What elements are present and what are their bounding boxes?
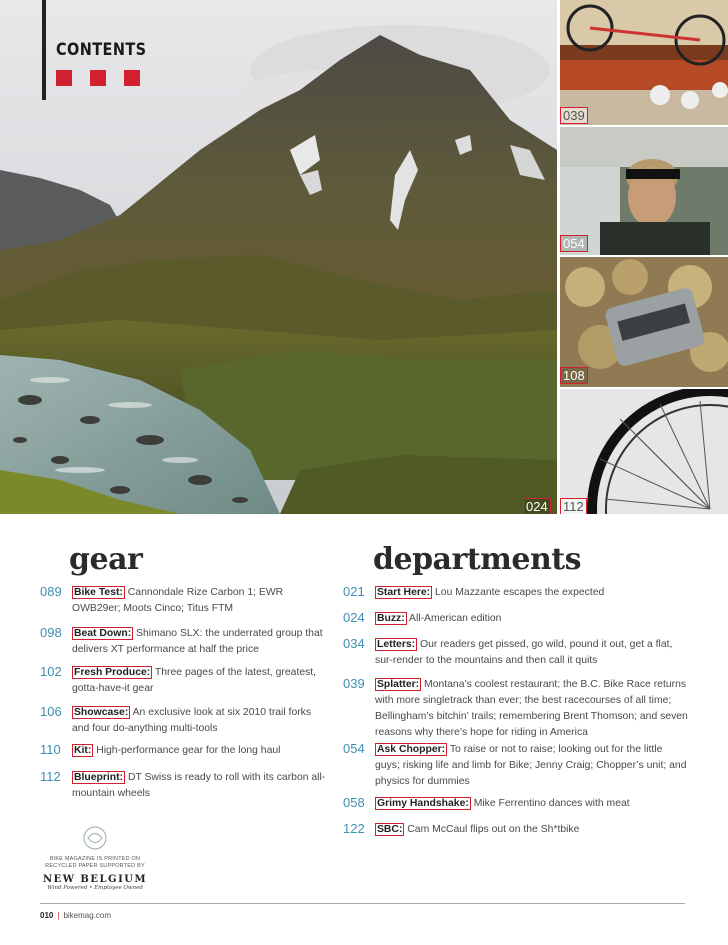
page-title: CONTENTS xyxy=(56,40,147,60)
thumbnail-restaurant[interactable] xyxy=(560,0,728,125)
toc-entry[interactable]: 034 Letters: Our readers get pissed, go wild, pound it out, get a flat, sur-render to the mountains and then call it quits xyxy=(343,636,673,666)
red-square-icon xyxy=(90,70,106,86)
printed-note: RECYCLED PAPER SUPPORTED BY xyxy=(45,863,145,869)
toc-entry[interactable]: 039 Splatter: Montana’s coolest restaurant; the B.C. Bike Race returns with more singletrack than ever; the best racecourses of all time; Bellingham’s bitchin’ trails; remembering Brent Thomson; and seven reasons why there’s hope for riding in America xyxy=(343,676,688,738)
toc-entry[interactable]: 089 Bike Test: Cannondale Rize Carbon 1; EWR OWB29er; Moots Cinco; Titus FTM xyxy=(40,584,284,614)
leaf-globe-icon xyxy=(82,825,108,851)
brand-tagline: Wind Powered • Employee Owned xyxy=(47,885,143,891)
toc-entry[interactable]: 058 Grimy Handshake: Mike Ferrentino dances with meat xyxy=(343,795,630,810)
departments-title: departments xyxy=(373,542,582,577)
new-belgium-logo xyxy=(40,825,150,895)
thumbnail-wheel[interactable] xyxy=(560,389,728,514)
toc-entry[interactable]: 110 Kit: High-performance gear for the long haul xyxy=(40,742,281,757)
toc-entry[interactable]: 024 Buzz: All-American edition xyxy=(343,610,502,625)
contents-header xyxy=(42,0,162,100)
thumbnail-portrait[interactable] xyxy=(560,127,728,255)
toc-entry[interactable]: 122 SBC: Cam McCaul flips out on the Sh*tbike xyxy=(343,821,580,836)
page-tag-024[interactable]: 024 xyxy=(523,498,551,514)
toc-entry[interactable]: 021 Start Here: Lou Mazzante escapes the expected xyxy=(343,584,605,599)
page-tag-108: 108 xyxy=(560,367,588,384)
thumbnail-tools[interactable] xyxy=(560,257,728,387)
toc-entry[interactable]: 098 Beat Down: Shimano SLX: the underrated group that delivers XT performance at half the price xyxy=(40,625,323,655)
red-square-icon xyxy=(56,70,72,86)
footer-rule xyxy=(40,903,685,904)
header-rule xyxy=(42,0,46,100)
page-number: 010 xyxy=(40,911,54,920)
gear-title: gear xyxy=(69,542,143,577)
printed-note: BIKE MAGAZINE IS PRINTED ON xyxy=(49,856,141,862)
brand-name: NEW BELGIUM xyxy=(42,874,148,885)
toc-entry[interactable]: 112 Blueprint: DT Swiss is ready to roll with its carbon all-mountain wheels xyxy=(40,769,326,799)
toc-entry[interactable]: 106 Showcase: An exclusive look at six 2010 trail forks and four do-anything multi-tools xyxy=(40,704,312,734)
red-square-icon xyxy=(124,70,140,86)
site-link[interactable]: bikemag.com xyxy=(63,911,112,920)
page-tag-112: 112 xyxy=(560,498,587,514)
toc-entry[interactable]: 054 Ask Chopper: To raise or not to raise; looking out for the little guys; risking life and limb for Bike; Jenny Craig; Chopper’s unit; and physics for dummies xyxy=(343,741,687,787)
separator: | xyxy=(57,911,60,920)
page-tag-039: 039 xyxy=(560,107,588,124)
folio xyxy=(40,911,111,920)
page-tag-054: 054 xyxy=(560,235,588,252)
toc-entry[interactable]: 102 Fresh Produce: Three pages of the latest, greatest, gotta-have-it gear xyxy=(40,664,317,694)
